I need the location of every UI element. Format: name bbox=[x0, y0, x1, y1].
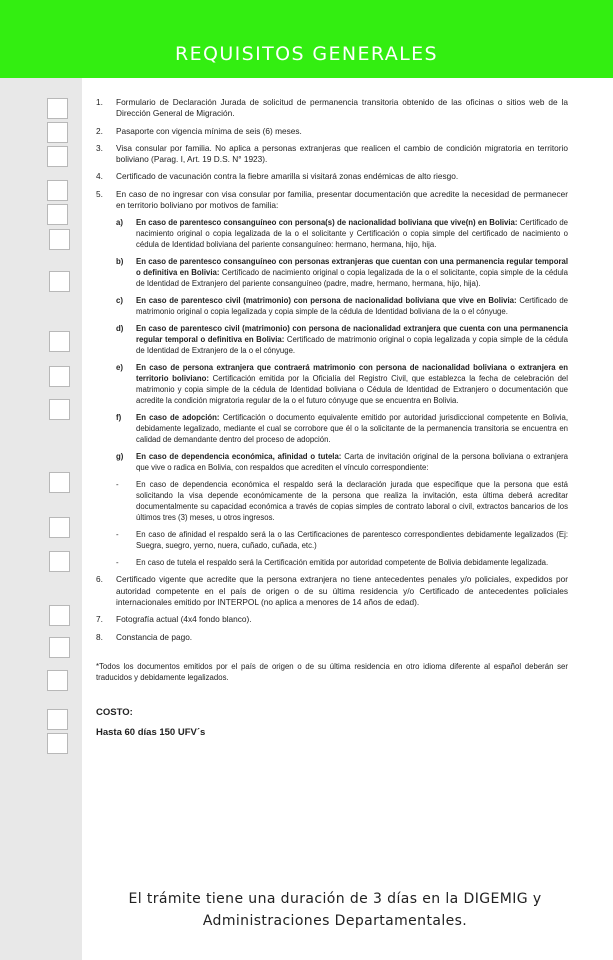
dash-text: En caso de tutela el respaldo será la Certificación emitida por autoridad competente de Bolivia debidamente legalizada. bbox=[136, 558, 549, 568]
sub-item-heading: En caso de parentesco civil (matrimonio) con persona de nacionalidad boliviana que vive en Bolivia: bbox=[136, 296, 517, 306]
checkbox-subitem-g[interactable] bbox=[49, 517, 70, 538]
checkbox-dash-1[interactable] bbox=[49, 551, 70, 572]
sub-item-text: Certificado de nacimiento original o copia legalizada de la o el solicitante, copia simple de la cédula de Identidad de Extranjero del pariente consanguíneo (padre, madre, hermano, hermana, hijo, hija). bbox=[136, 268, 568, 289]
header-banner bbox=[0, 0, 613, 78]
list-item bbox=[96, 143, 568, 166]
checkbox-subitem-f[interactable] bbox=[49, 472, 70, 493]
sub-item bbox=[116, 295, 568, 317]
checkbox-item-7[interactable] bbox=[47, 709, 68, 730]
sub-item bbox=[116, 412, 568, 445]
sub-item-text: Certificación emitida por la Oficialía del Registro Civil, que establezca la fecha de celebración del matrimonio y copia simple de la cédula de Identidad boliviana o Cédula de Identidad de Extranjero o documentación que acredite la condición migratoria regular de la o el futuro cónyuge que se encuentra en Bolivia. bbox=[136, 374, 568, 406]
sub-item-letter: g) bbox=[116, 452, 124, 462]
dash-item bbox=[116, 479, 568, 523]
checkbox-item-3[interactable] bbox=[47, 146, 68, 167]
sub-item bbox=[116, 256, 568, 289]
dash-mark: - bbox=[116, 530, 119, 540]
checkbox-item-8[interactable] bbox=[47, 733, 68, 754]
checkbox-dash-2[interactable] bbox=[49, 605, 70, 626]
sub-item-heading: En caso de dependencia económica, afinidad o tutela: bbox=[136, 452, 342, 462]
dash-text: En caso de dependencia económica el respaldo será la declaración jurada que especifique que la persona que está solicitando la visa depende económicamente de la persona que realiza la invitación, esta última deberá acreditar documentalmente su capacidad económica a través de copias simples de contrato laboral o civil, extractos bancarios de los últimos tres (3) meses, u otros ingresos. bbox=[136, 480, 568, 523]
list-item bbox=[96, 574, 568, 608]
list-item bbox=[96, 614, 568, 625]
dash-item bbox=[116, 529, 568, 551]
cost-value: Hasta 60 días 150 UFV´s bbox=[96, 727, 206, 739]
list-item bbox=[96, 171, 568, 182]
dash-item bbox=[116, 557, 568, 568]
sub-item bbox=[116, 217, 568, 250]
footer-line-1: El trámite tiene una duración de 3 días en la DIGEMIG y bbox=[128, 891, 542, 907]
checkbox-item-1[interactable] bbox=[47, 98, 68, 119]
item-text: Certificado vigente que acredite que la persona extranjera no tiene antecedentes penales y/o policiales, expedidos por autoridad competente en el país de origen o de su última residencia y/o Certificado de antecedentes policiales internacionales emitido por INTERPOL (no aplica a menores de 14 años de edad). bbox=[116, 574, 568, 607]
sub-item-heading: En caso de parentesco consanguíneo con persona(s) de nacionalidad boliviana que vive(n) en Bolivia: bbox=[136, 218, 518, 228]
checkbox-subitem-a[interactable] bbox=[49, 229, 70, 250]
sub-item-letter: b) bbox=[116, 257, 124, 267]
checkbox-subitem-c[interactable] bbox=[49, 331, 70, 352]
list-item bbox=[96, 97, 568, 120]
sub-item-letter: d) bbox=[116, 324, 124, 334]
item-number: 1. bbox=[96, 97, 103, 107]
sub-item bbox=[116, 323, 568, 356]
item-number: 6. bbox=[96, 574, 103, 585]
sub-item-letter: c) bbox=[116, 296, 123, 306]
requirements-list bbox=[96, 97, 568, 738]
sub-item-letter: a) bbox=[116, 218, 123, 228]
dash-text: En caso de afinidad el respaldo será la o las Certificaciones de parentesco correspondientes debidamente legalizados (Ej: Suegra, suegro, yerno, nuera, cuñado, cuñada, etc.) bbox=[136, 530, 568, 551]
checkbox-subitem-e[interactable] bbox=[49, 399, 70, 420]
checkbox-item-5[interactable] bbox=[47, 204, 68, 225]
dash-mark: - bbox=[116, 480, 119, 490]
sub-item-heading: En caso de persona extranjera que contraerá matrimonio con persona de nacionalidad boliviana o extranjera en territorio boliviano: bbox=[136, 363, 568, 384]
sub-item-text: Certificado de matrimonio original o copia legalizada y copia simple de la cédula de Identidad boliviana de la o el cónyuge. bbox=[136, 296, 568, 317]
item-number: 4. bbox=[96, 171, 103, 182]
list-item bbox=[96, 126, 568, 137]
item-text: Fotografía actual (4x4 fondo blanco). bbox=[116, 614, 252, 625]
item-text: En caso de no ingresar con visa consular por familia, presentar documentación que acredite la necesidad de permanecer en territorio boliviano por motivos de familia: bbox=[116, 188, 568, 211]
page-title: REQUISITOS GENERALES bbox=[174, 43, 439, 65]
checkbox-item-2[interactable] bbox=[47, 122, 68, 143]
sub-item-letter: f) bbox=[116, 413, 122, 423]
sub-item-letter: e) bbox=[116, 363, 123, 373]
dash-mark: - bbox=[116, 558, 119, 568]
checkbox-subitem-d[interactable] bbox=[49, 366, 70, 387]
cost-label: COSTO: bbox=[96, 706, 133, 718]
item-number: 5. bbox=[96, 188, 103, 199]
item-number: 2. bbox=[96, 125, 103, 136]
duration-footer bbox=[110, 888, 560, 932]
checkbox-dash-3[interactable] bbox=[49, 637, 70, 658]
item-text: Constancia de pago. bbox=[116, 631, 193, 642]
checkbox-item-4[interactable] bbox=[47, 180, 68, 201]
item-number: 7. bbox=[96, 614, 103, 625]
sub-item-text: Certificado de matrimonio original o copia legalizada y copia simple de la cédula de Identidad de Extranjero de la o el cónyuge. bbox=[136, 335, 568, 356]
sub-item-text: Certificado de nacimiento original o copia legalizada de la o el solicitante y Certificación o copia simple del certificado de nacimiento o cédula de Identidad boliviana del pariente consanguíneo: hermano, hermana, hijo, hija. bbox=[136, 218, 568, 250]
footer-line-2: Administraciones Departamentales. bbox=[202, 913, 468, 929]
item-number: 8. bbox=[96, 631, 103, 642]
item-text: Certificado de vacunación contra la fiebre amarilla si visitará zonas endémicas de alto riesgo. bbox=[116, 171, 459, 182]
sub-item bbox=[116, 362, 568, 406]
translation-note: *Todos los documentos emitidos por el país de origen o de su última residencia en otro idioma diferente al español deberán ser traducidos y debidamente legalizados. bbox=[96, 661, 568, 682]
sub-item-heading: En caso de parentesco consanguíneo con personas extranjeras que cuentan con una permanencia regular temporal o definitiva en Bolivia: bbox=[136, 257, 568, 278]
item-number: 3. bbox=[96, 142, 103, 153]
checkbox-item-6[interactable] bbox=[47, 670, 68, 691]
checkbox-subitem-b[interactable] bbox=[49, 271, 70, 292]
list-item bbox=[96, 189, 568, 212]
sub-item bbox=[116, 451, 568, 473]
sub-item-heading: En caso de parentesco civil (matrimonio) con persona de nacionalidad extranjera que cuenta con una permanencia regular temporal o definitiva en Bolivia: bbox=[136, 324, 568, 345]
item-text: Pasaporte con vigencia mínima de seis (6) meses. bbox=[116, 125, 302, 136]
sub-item-heading: En caso de adopción: bbox=[136, 413, 220, 423]
item-text: Visa consular por familia. No aplica a personas extranjeras que realicen el cambio de condición migratoria en territorio boliviano (Parag. I, Art. 19 D.S. N° 1923). bbox=[116, 142, 568, 165]
sub-item-text: Carta de invitación original de la persona boliviana o extranjera que vive o radica en Bolivia, con respaldos que acrediten el vínculo correspondiente: bbox=[136, 452, 568, 473]
item-text: Formulario de Declaración Jurada de solicitud de permanencia transitoria obtenido de las oficinas o sitios web de la Dirección General de Migración. bbox=[116, 97, 568, 119]
sub-item-text: Certificación o documento equivalente emitido por autoridad jurisdiccional competente en Bolivia, debidamente legalizado, mediante el cual se corrobore que él o la solicitante de la permanencia transitoria se encuentra en calidad de demandante dentro del proceso de adopción. bbox=[136, 413, 568, 445]
list-item bbox=[96, 632, 568, 643]
